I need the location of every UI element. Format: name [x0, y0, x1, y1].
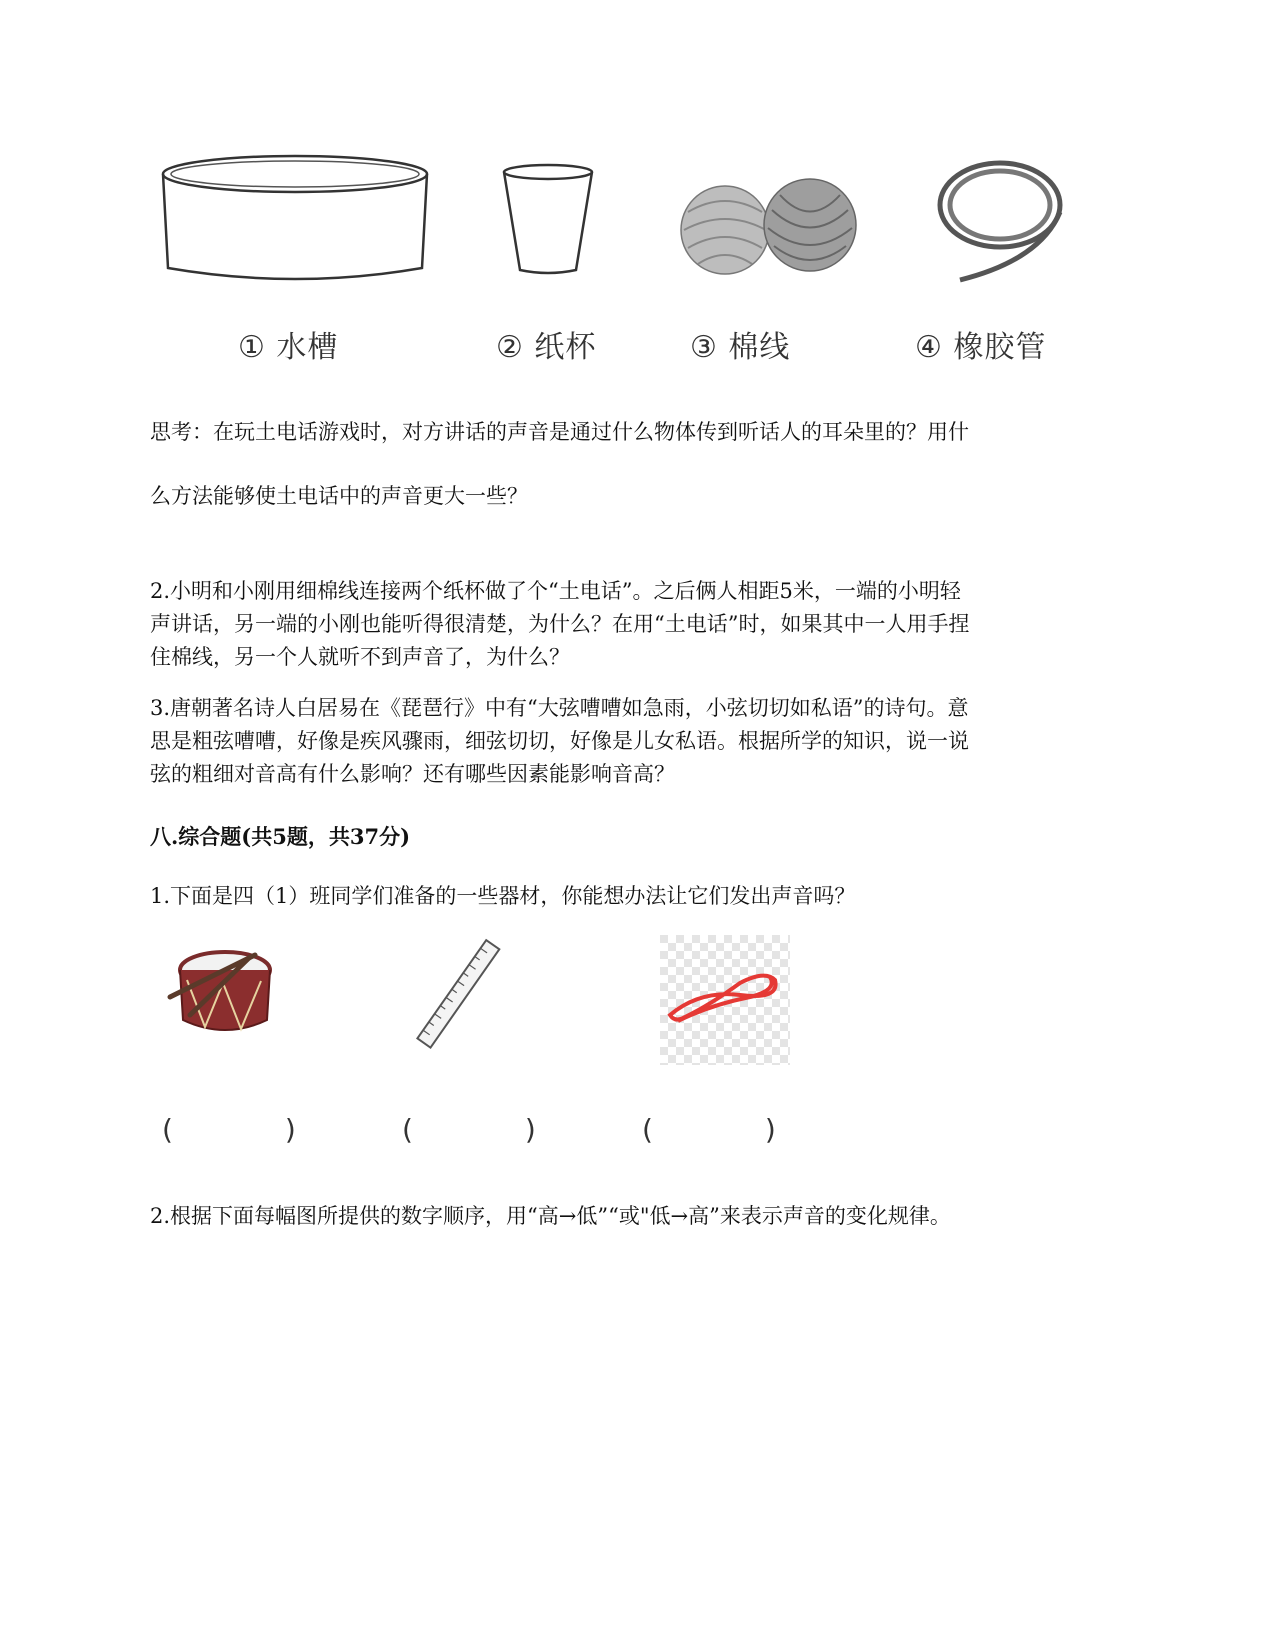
section-8-heading: 八.综合题(共5题，共37分): [150, 824, 411, 849]
materials-figure: [160, 150, 1120, 365]
label-water-trough: ① 水槽: [238, 330, 339, 365]
drum-icon: [165, 935, 285, 1055]
label-rubber-tube: ④ 橡胶管: [915, 330, 1047, 365]
label-paper-cup: ② 纸杯: [496, 330, 597, 365]
q2-line-2: 声讲话，另一端的小刚也能听得很清楚，为什么？在用“土电话”时，如果其中一人用手捏: [150, 612, 970, 636]
ruler-icon: [410, 935, 510, 1055]
think-question: [150, 400, 1130, 528]
cotton-thread-icon: [681, 179, 856, 274]
q3-line-2: 思是粗弦嘈嘈，好像是疾风骤雨，细弦切切，好像是儿女私语。根据所学的知识，说一说: [150, 729, 969, 753]
s8-question-1: 1.下面是四（1）班同学们准备的一些器材，你能想办法让它们发出声音吗？: [150, 884, 856, 908]
answer-blank-rubber-band[interactable]: ( ): [642, 1113, 776, 1146]
think-line-2: 么方法能够使土电话中的声音更大一些？: [150, 484, 528, 508]
q3-line-3: 弦的粗细对音高有什么影响？还有哪些因素能影响音高？: [150, 762, 675, 786]
rubber-band-icon: [660, 935, 790, 1065]
label-cotton-thread: ③ 棉线: [690, 330, 791, 365]
answer-blank-ruler[interactable]: ( ): [402, 1113, 536, 1146]
rubber-tube-icon: [940, 163, 1060, 280]
s8-question-2: 2.根据下面每幅图所提供的数字顺序，用“高→低”“或"低→高”来表示声音的变化规律。: [150, 1204, 951, 1228]
question-3: [150, 692, 1130, 791]
water-trough-icon: [163, 156, 427, 279]
think-line-1: 思考：在玩土电话游戏时，对方讲话的声音是通过什么物体传到听话人的耳朵里的？用什: [150, 420, 969, 444]
q2-line-1: 2.小明和小刚用细棉线连接两个纸杯做了个“土电话”。之后俩人相距5米，一端的小明轻: [150, 579, 961, 603]
q2-line-3: 住棉线，另一个人就听不到声音了，为什么？: [150, 645, 570, 669]
question-2: [150, 575, 1130, 674]
answer-blank-drum[interactable]: ( ): [162, 1113, 296, 1146]
paper-cup-icon: [504, 165, 592, 273]
q3-line-1: 3.唐朝著名诗人白居易在《琵琶行》中有“大弦嘈嘈如急雨，小弦切切如私语”的诗句。意: [150, 696, 969, 720]
